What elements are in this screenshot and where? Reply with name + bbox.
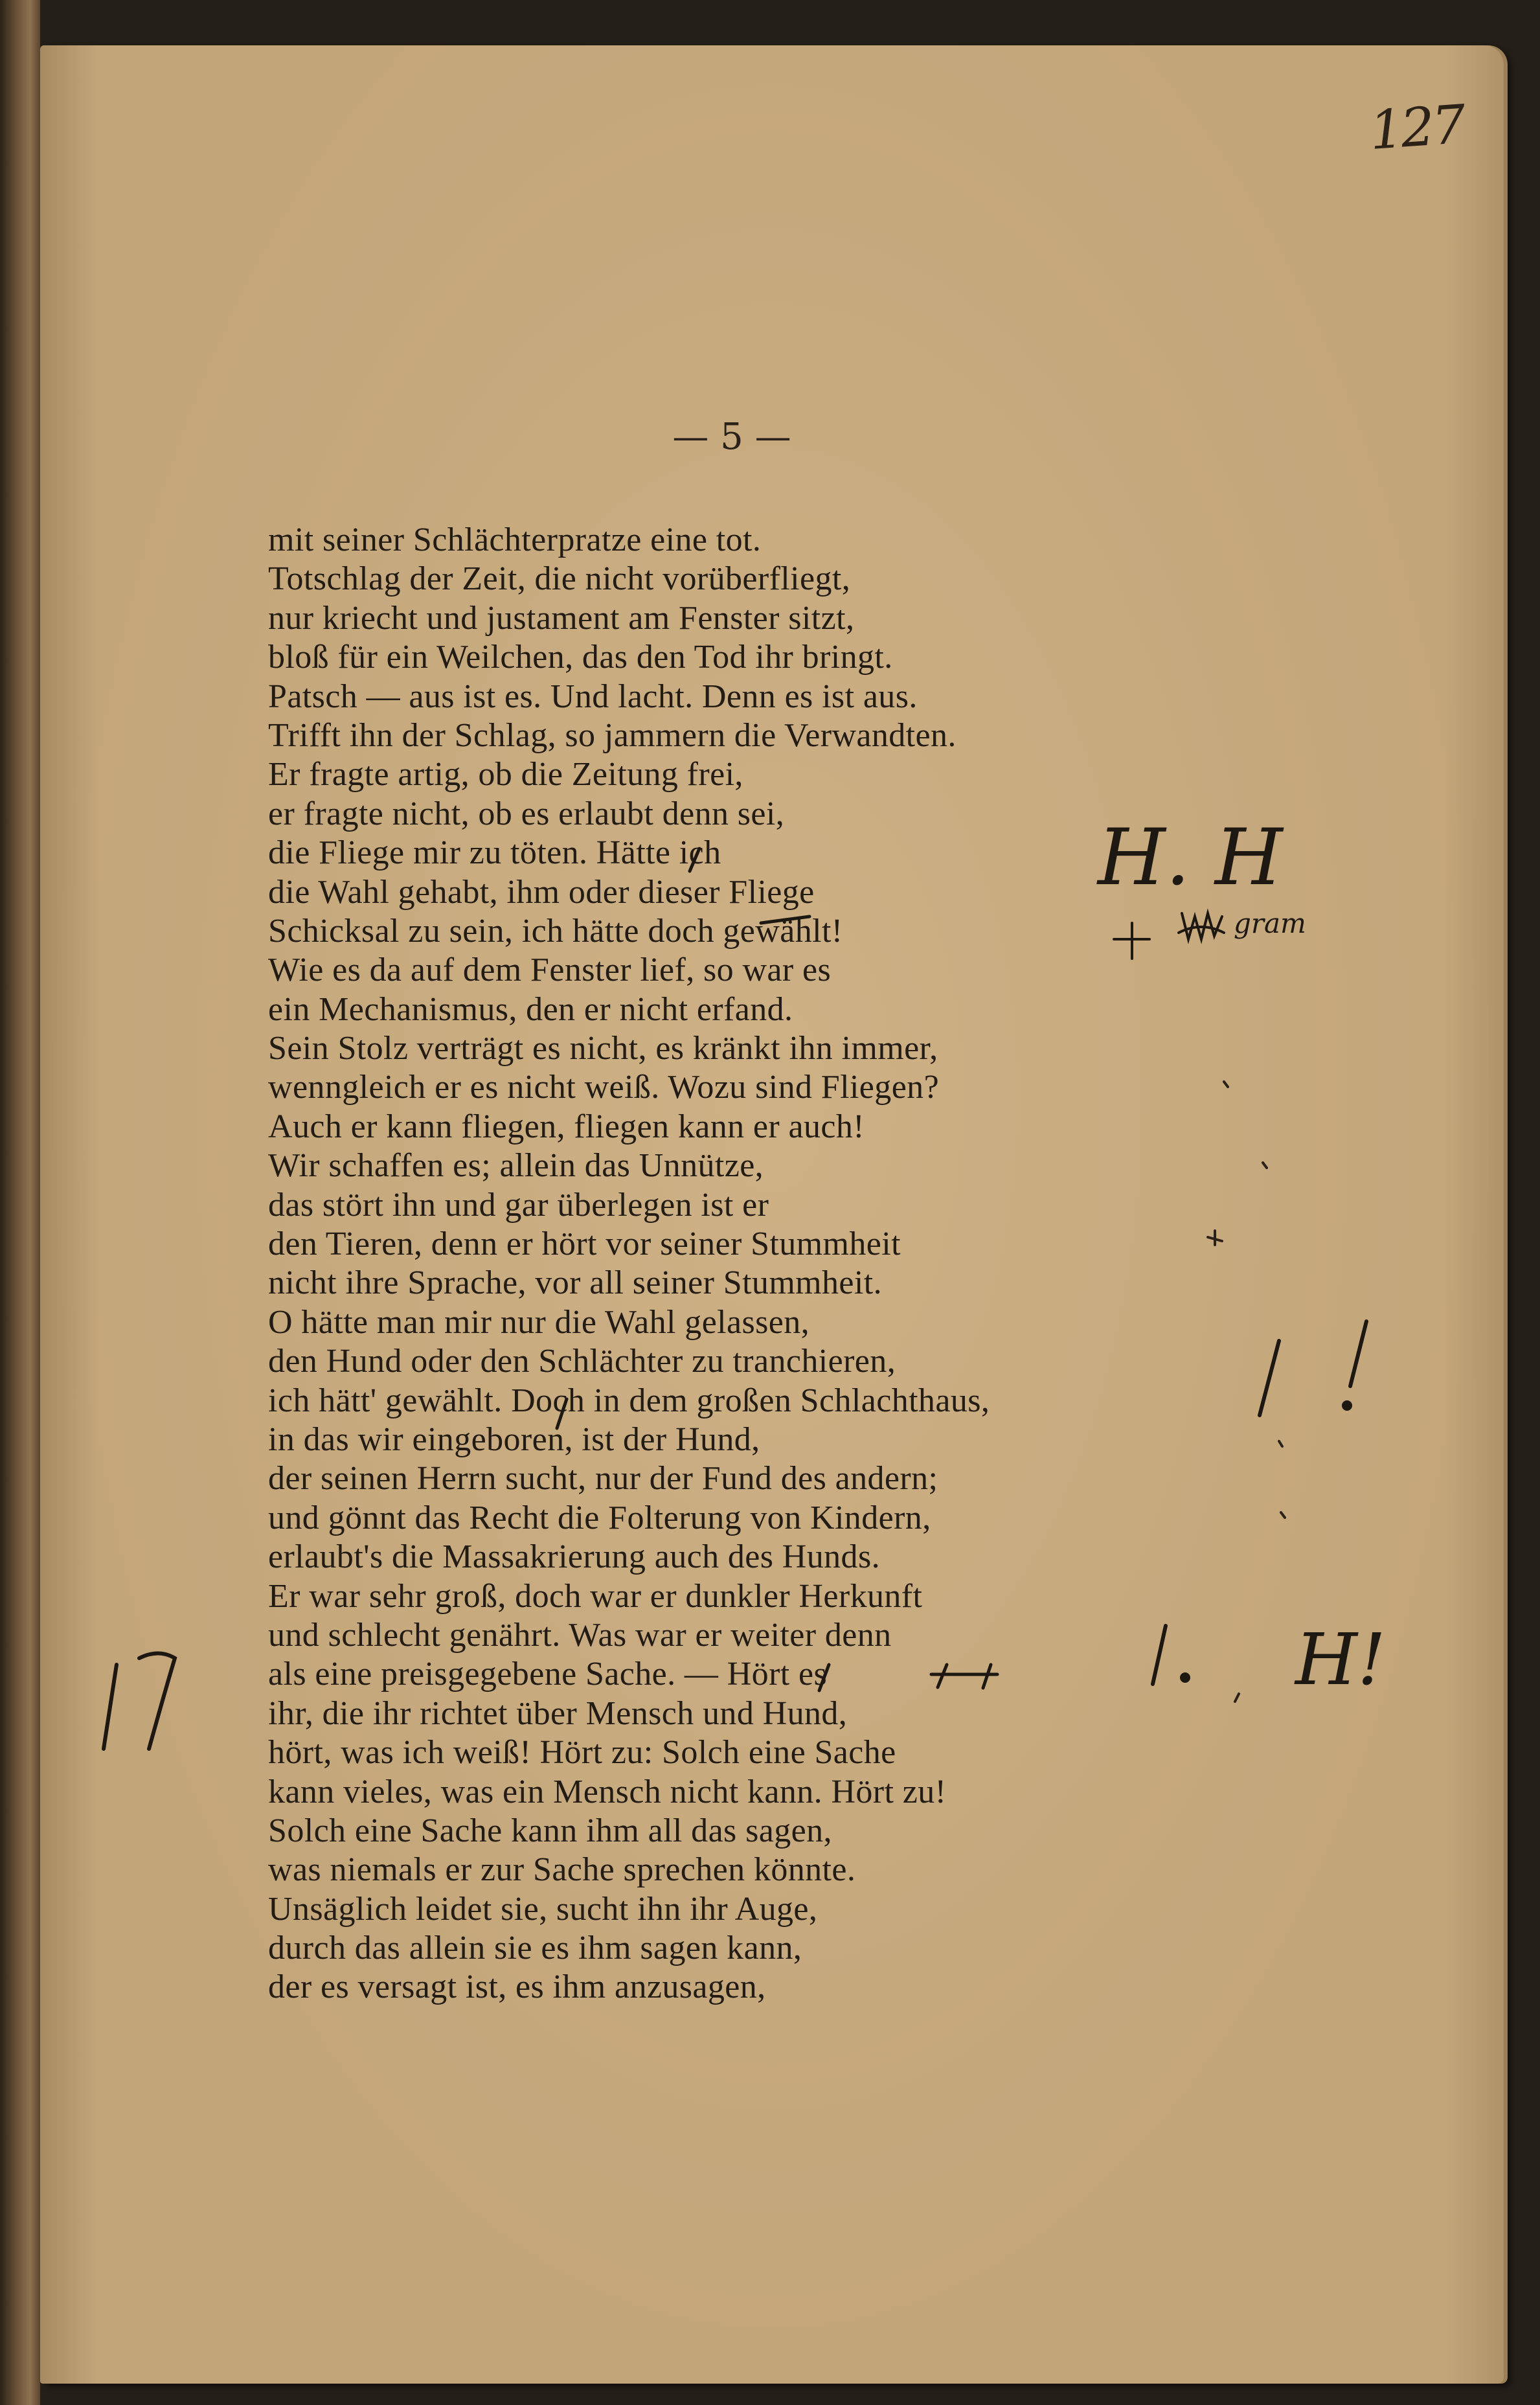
text-line: Patsch — aus ist es. Und lacht. Denn es ist aus. — [268, 678, 918, 715]
text-line: und schlecht genährt. Was war er weiter denn — [268, 1616, 892, 1654]
text-line: Wie es da auf dem Fenster lief, so war es — [268, 952, 832, 989]
annotation-h-exclamation: H! — [1295, 1618, 1387, 1701]
text-line: und gönnt das Recht die Folterung von Kindern, — [268, 1499, 931, 1536]
text-line: hört, was ich weiß! Hört zu: Solch eine Sache — [268, 1734, 896, 1772]
text-line: Totschlag der Zeit, die nicht vorüberfliegt, — [268, 560, 851, 598]
text-line: die Fliege mir zu töten. Hätte ich — [268, 834, 721, 872]
text-line: kann vieles, was ein Mensch nicht kann. Hört zu! — [268, 1773, 947, 1810]
text-line: der seinen Herrn sucht, nur der Fund des andern; — [268, 1460, 938, 1498]
text-line: der es versagt ist, es ihm anzusagen, — [268, 1968, 766, 2006]
text-line: Sein Stolz verträgt es nicht, es kränkt ihn immer, — [268, 1030, 938, 1067]
book-binding — [0, 0, 40, 2405]
text-line: nicht ihre Sprache, vor all seiner Stummheit. — [268, 1264, 882, 1302]
text-line: Auch er kann fliegen, fliegen kann er auch! — [268, 1108, 865, 1145]
text-line: den Hund oder den Schlächter zu tranchieren, — [268, 1343, 896, 1380]
text-line: mit seiner Schlächterpratze eine tot. — [268, 521, 762, 558]
text-line: ihr, die ihr richtet über Mensch und Hund, — [268, 1694, 848, 1732]
text-line: ich hätt' gewählt. Doch in dem großen Schlachthaus, — [268, 1382, 990, 1419]
text-line: Schicksal zu sein, ich hätte doch gewählt! — [268, 912, 843, 950]
text-line: den Tieren, denn er hört vor seiner Stummheit — [268, 1225, 901, 1263]
text-line: ein Mechanismus, den er nicht erfand. — [268, 990, 793, 1028]
poem-text — [268, 521, 1227, 2007]
annotation-plus-word: gram — [1234, 907, 1306, 939]
folio-number: 127 — [1367, 94, 1466, 162]
page-number: — 5 — — [672, 416, 791, 458]
text-line: Solch eine Sache kann ihm all das sagen, — [268, 1812, 832, 1849]
text-line: in das wir eingeboren, ist der Hund, — [268, 1420, 760, 1458]
text-line: Er fragte artig, ob die Zeitung frei, — [268, 756, 743, 793]
text-line: O hätte man mir nur die Wahl gelassen, — [268, 1303, 810, 1341]
text-line: als eine preisgegebene Sache. — Hört es — [268, 1656, 828, 1693]
text-line: Wir schaffen es; allein das Unnütze, — [268, 1147, 764, 1185]
text-line: die Wahl gehabt, ihm oder dieser Fliege — [268, 873, 815, 911]
text-line: Trifft ihn der Schlag, so jammern die Verwandten. — [268, 716, 957, 754]
text-line: er fragte nicht, ob es erlaubt denn sei, — [268, 795, 785, 832]
text-line: das stört ihn und gar überlegen ist er — [268, 1186, 769, 1224]
text-line: was niemals er zur Sache sprechen könnte. — [268, 1851, 856, 1889]
text-line: nur kriecht und justament am Fenster sitzt, — [268, 599, 855, 637]
annotation-hh: H. H — [1098, 813, 1283, 903]
text-line: Unsäglich leidet sie, sucht ihn ihr Auge, — [268, 1890, 818, 1928]
text-line: wenngleich er es nicht weiß. Wozu sind Fliegen? — [268, 1069, 940, 1106]
text-line: erlaubt's die Massakrierung auch des Hunds. — [268, 1538, 880, 1576]
text-line: durch das allein sie es ihm sagen kann, — [268, 1930, 802, 1967]
text-line: Er war sehr groß, doch war er dunkler Herkunft — [268, 1577, 923, 1615]
text-line: bloß für ein Weilchen, das den Tod ihr bringt. — [268, 639, 893, 676]
